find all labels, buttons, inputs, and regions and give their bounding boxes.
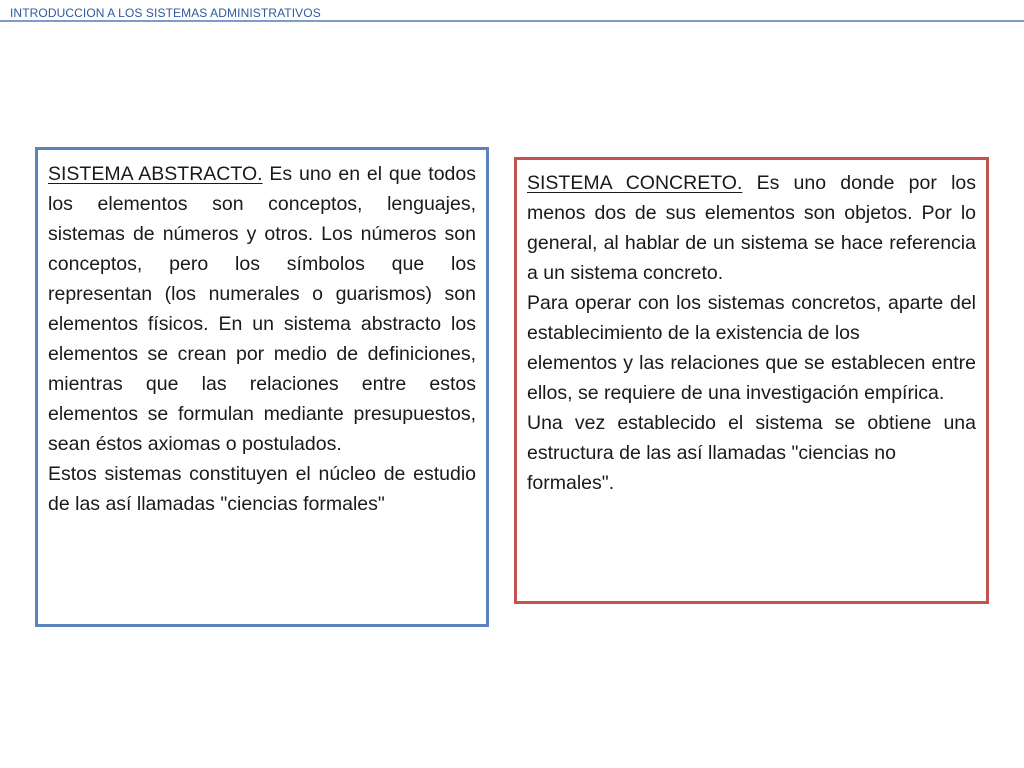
header-title: INTRODUCCION A LOS SISTEMAS ADMINISTRATIVOS — [10, 6, 321, 20]
abstract-paragraph-2: Estos sistemas constituyen el núcleo de estudio de las así llamadas "ciencias formales" — [48, 463, 476, 515]
concrete-paragraph-5: formales". — [527, 472, 615, 494]
concrete-term: SISTEMA CONCRETO. — [527, 172, 743, 194]
concrete-paragraph-1 — [527, 168, 976, 288]
abstract-term: SISTEMA ABSTRACTO. — [48, 163, 263, 185]
concrete-paragraph-2: Para operar con los sistemas concretos, aparte del establecimiento de la existencia de los — [527, 292, 976, 344]
concrete-definition: Es uno donde por los menos dos de sus elementos son objetos. Por lo general, al hablar de un sistema se hace referencia a un sistema concreto. — [527, 172, 976, 284]
header-divider — [0, 20, 1024, 22]
abstract-definition: Es uno en el que todos los elementos son conceptos, lenguajes, sistemas de números y otros. Los números son conceptos, pero los símbolos que los representan (los numerales o guarismos) son elementos físicos. En un sistema abstracto los elementos se crean por medio de definiciones, mientras que las relaciones entre estos elementos se formulan mediante presupuestos, sean éstos axiomas o postulados. — [48, 163, 476, 455]
concrete-paragraph-4: Una vez establecido el sistema se obtiene una estructura de las así llamadas "ciencias no — [527, 412, 976, 464]
abstract-system-box — [35, 147, 489, 627]
concrete-paragraph-3: elementos y las relaciones que se establecen entre ellos, se requiere de una investigación empírica. — [527, 352, 976, 404]
abstract-paragraph-1 — [48, 159, 476, 459]
concrete-system-box — [514, 157, 989, 604]
